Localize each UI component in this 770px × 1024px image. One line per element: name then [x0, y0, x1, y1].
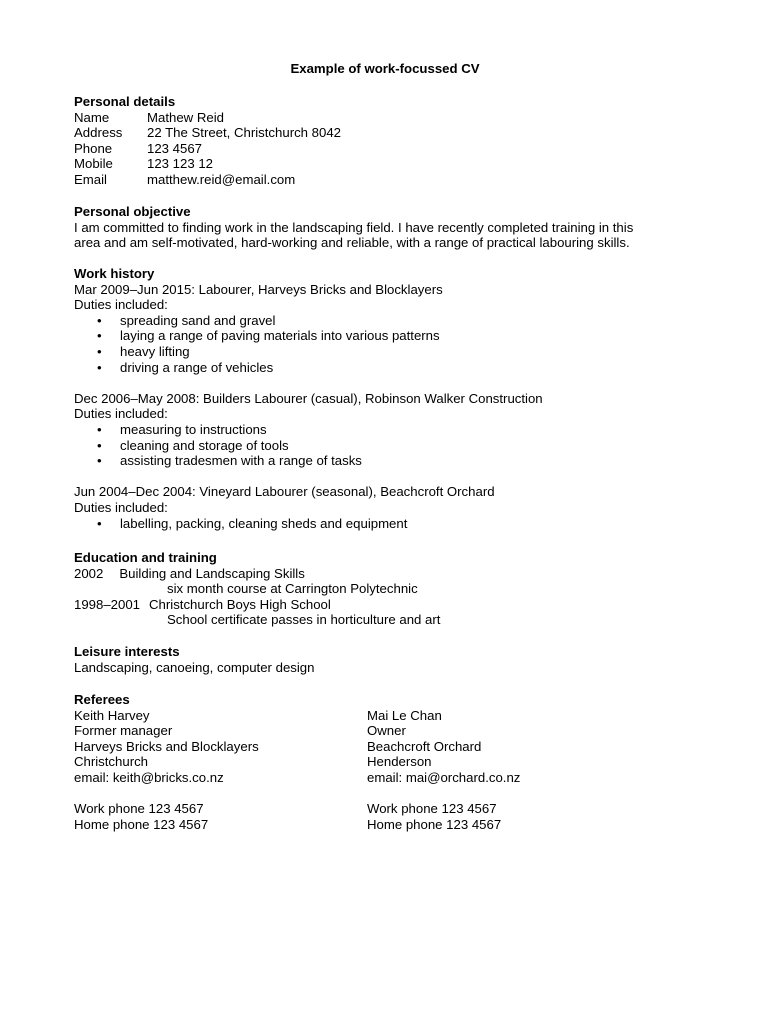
education-item: [74, 566, 714, 582]
education-title: Christchurch Boys High School: [149, 596, 331, 612]
detail-label: Address: [74, 125, 123, 141]
list-item: [74, 360, 714, 376]
detail-label: Phone: [74, 140, 113, 156]
education-detail: six month course at Carrington Polytechnic: [167, 581, 418, 597]
referee-city: Christchurch: [74, 754, 149, 770]
work-history-heading: Work history: [74, 266, 155, 281]
detail-row-name: [74, 110, 714, 126]
duties-list: [74, 422, 714, 469]
list-item: [74, 453, 714, 469]
duty-text: cleaning and storage of tools: [120, 437, 289, 453]
duty-text: spreading sand and gravel: [120, 312, 276, 328]
referee-role: Owner: [367, 723, 406, 739]
detail-label: Name: [74, 109, 110, 125]
referee-name: Keith Harvey: [74, 707, 150, 723]
personal-details-section: [74, 94, 714, 188]
referee-home-phone: Home phone 123 4567: [74, 816, 209, 832]
referee-card: [367, 708, 660, 833]
leisure-text: Landscaping, canoeing, computer design: [74, 659, 315, 675]
education-section: [74, 550, 714, 628]
list-item: [74, 516, 714, 532]
education-year: 2002: [74, 565, 104, 581]
duties-label: Duties included:: [74, 297, 168, 313]
referee-work-phone: Work phone 123 4567: [74, 801, 204, 817]
leisure-heading: Leisure interests: [74, 644, 180, 659]
referees-heading: Referees: [74, 692, 130, 707]
bullet-icon: •: [97, 453, 102, 469]
list-item: [74, 422, 714, 438]
bullet-icon: •: [97, 312, 102, 328]
duties-list: [74, 516, 714, 532]
objective-line: area and am self-motivated, hard-working and reliable, with a range of practical labouring skills.: [74, 235, 630, 251]
referee-email: email: mai@orchard.co.nz: [367, 769, 521, 785]
list-item: [74, 313, 714, 329]
referee-role: Former manager: [74, 723, 173, 739]
bullet-icon: •: [97, 343, 102, 359]
list-item: [74, 438, 714, 454]
education-year: 1998–2001: [74, 596, 141, 612]
duty-text: assisting tradesmen with a range of tasks: [120, 453, 362, 469]
duty-text: driving a range of vehicles: [120, 359, 274, 375]
detail-value: Mathew Reid: [147, 109, 224, 125]
detail-row-address: [74, 125, 714, 141]
duties-label: Duties included:: [74, 406, 168, 422]
bullet-icon: •: [97, 421, 102, 437]
detail-value: 22 The Street, Christchurch 8042: [147, 125, 342, 141]
referee-home-phone: Home phone 123 4567: [367, 816, 502, 832]
detail-label: Mobile: [74, 156, 113, 172]
referee-company: Harveys Bricks and Blocklayers: [74, 738, 259, 754]
list-item: [74, 328, 714, 344]
duties-list: [74, 313, 714, 375]
duty-text: labelling, packing, cleaning sheds and equipment: [120, 515, 408, 531]
duties-label: Duties included:: [74, 499, 168, 515]
list-item: [74, 344, 714, 360]
job-title: Dec 2006–May 2008: Builders Labourer (casual), Robinson Walker Construction: [74, 390, 543, 406]
education-title: Building and Landscaping Skills: [119, 565, 305, 581]
bullet-icon: •: [97, 515, 102, 531]
objective-line: I am committed to finding work in the landscaping field. I have recently completed training in this: [74, 219, 634, 235]
document-title: Example of work-focussed CV: [290, 61, 480, 76]
detail-row-mobile: [74, 156, 714, 172]
education-item: [74, 597, 714, 613]
duty-text: heavy lifting: [120, 343, 190, 359]
detail-label: Email: [74, 171, 107, 187]
referee-card: [74, 708, 367, 833]
detail-row-email: [74, 172, 714, 188]
duty-text: laying a range of paving materials into various patterns: [120, 328, 440, 344]
personal-details-heading: Personal details: [74, 94, 176, 109]
job-title: Jun 2004–Dec 2004: Vineyard Labourer (seasonal), Beachcroft Orchard: [74, 484, 495, 500]
job-title: Mar 2009–Jun 2015: Labourer, Harveys Bricks and Blocklayers: [74, 281, 443, 297]
referee-city: Henderson: [367, 754, 432, 770]
objective-section: [74, 204, 714, 251]
bullet-icon: •: [97, 437, 102, 453]
detail-value: 123 4567: [147, 140, 203, 156]
education-heading: Education and training: [74, 550, 217, 565]
referee-email: email: keith@bricks.co.nz: [74, 769, 224, 785]
referee-columns: [74, 708, 714, 833]
bullet-icon: •: [97, 328, 102, 344]
detail-value: 123 123 12: [147, 156, 214, 172]
leisure-section: [74, 644, 714, 675]
duty-text: measuring to instructions: [120, 421, 267, 437]
work-history-section: [74, 266, 714, 531]
referee-name: Mai Le Chan: [367, 707, 442, 723]
referee-company: Beachcroft Orchard: [367, 738, 482, 754]
detail-row-phone: [74, 141, 714, 157]
education-detail: School certificate passes in horticulture and art: [167, 612, 441, 628]
bullet-icon: •: [97, 359, 102, 375]
objective-heading: Personal objective: [74, 204, 191, 219]
referees-section: [74, 692, 714, 832]
referee-work-phone: Work phone 123 4567: [367, 801, 497, 817]
detail-value: matthew.reid@email.com: [147, 171, 296, 187]
